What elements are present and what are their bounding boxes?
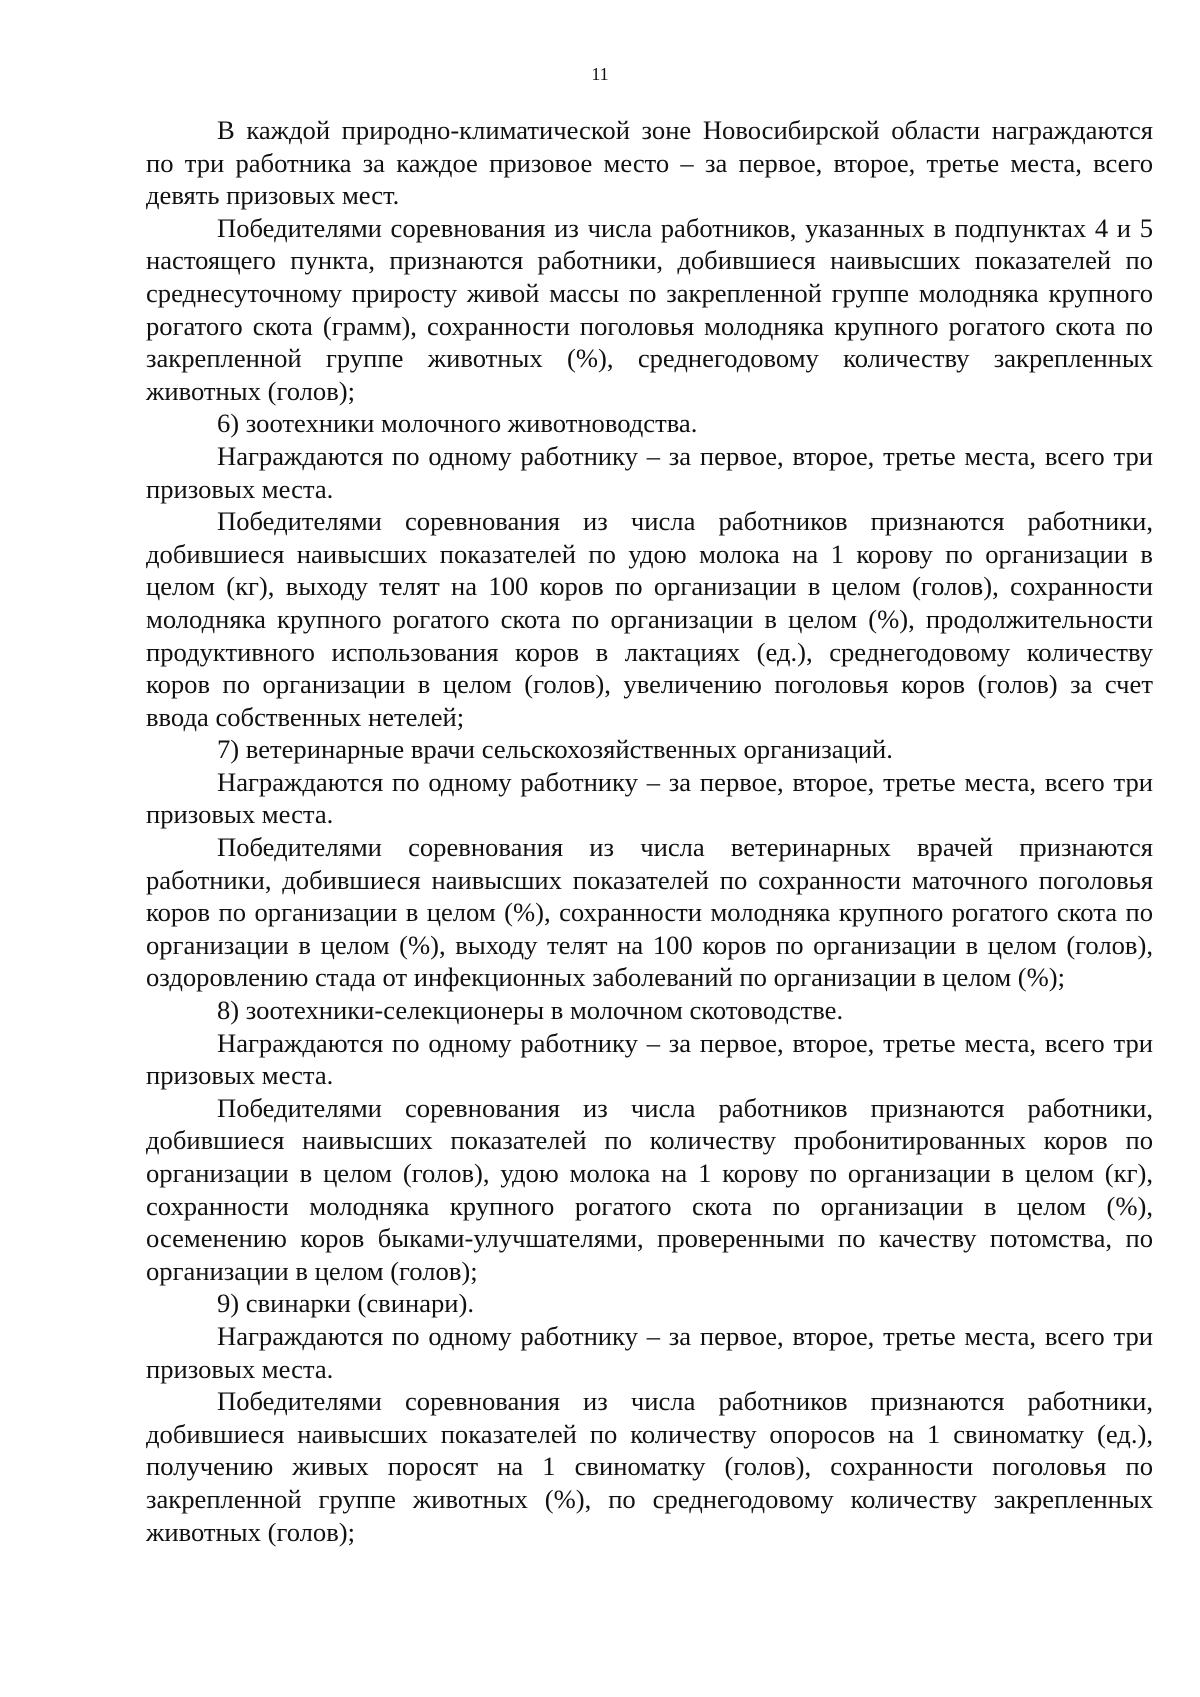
list-item-heading: 7) ветеринарные врачи сельскохозяйственных организаций. <box>217 734 893 765</box>
list-item-heading: 9) свинарки (свинари). <box>217 1288 475 1319</box>
paragraph: Награждаются по одному работнику – за первое, второе, третье места, всего три призовых места. <box>146 1320 1153 1384</box>
paragraph: Победителями соревнования из числа работников признаются работники, добившиеся наивысших показателей по количеству пробонитированных коров по организации в целом (голов), удою молока на 1 корову по организации в целом (кг), сохранности молодняка крупного рогатого скота по организации в целом (%), осеменению коров быками-улучшателями, проверенными по качеству потомства, по организации в целом (голов); <box>146 1092 1153 1286</box>
paragraph: В каждой природно-климатической зоне Новосибирской области награждаются по три работника за каждое призовое место – за первое, второе, третье места, всего девять призовых мест. <box>146 115 1153 211</box>
page-number: 11 <box>591 64 609 84</box>
list-item-heading: 8) зоотехники-селекционеры в молочном скотоводстве. <box>217 995 844 1026</box>
paragraph: Награждаются по одному работнику – за первое, второе, третье места, всего три призовых места. <box>146 1027 1153 1091</box>
paragraph: Победителями соревнования из числа работников признаются работники, добившиеся наивысших показателей по количеству опоросов на 1 свиноматку (ед.), получению живых поросят на 1 свиноматку (голов), сохранности поголовья по закрепленной группе животных (%), по среднегодовому количеству закрепленных животных (голов); <box>146 1386 1153 1547</box>
paragraph: Победителями соревнования из числа ветеринарных врачей признаются работники, добившиеся наивысших показателей по сохранности маточного поголовья коров по организации в целом (%), сохранности молодняка крупного рогатого скота по организации в целом (%), выходу телят на 100 коров по организации в целом (голов), оздоровлению стада от инфекционных заболеваний по организации в целом (%); <box>146 832 1153 993</box>
document-body <box>146 114 1153 1548</box>
paragraph: Победителями соревнования из числа работников, указанных в подпунктах 4 и 5 настоящего пункта, признаются работники, добившиеся наивысших показателей по среднесуточному приросту живой массы по закрепленной группе молодняка крупного рогатого скота (грамм), сохранности поголовья молодняка крупного рогатого скота по закрепленной группе животных (%), среднегодовому количеству закрепленных животных (голов); <box>146 212 1153 406</box>
list-item-heading: 6) зоотехники молочного животноводства. <box>217 408 698 439</box>
paragraph: Награждаются по одному работнику – за первое, второе, третье места, всего три призовых места. <box>146 766 1153 830</box>
paragraph: Победителями соревнования из числа работников признаются работники, добившиеся наивысших показателей по удою молока на 1 корову по организации в целом (кг), выходу телят на 100 коров по организации в целом (голов), сохранности молодняка крупного рогатого скота по организации в целом (%), продолжительности продуктивного использования коров в лактациях (ед.), среднегодовому количеству коров по организации в целом (голов), увеличению поголовья коров (голов) за счет ввода собственных нетелей; <box>146 506 1153 732</box>
paragraph: Награждаются по одному работнику – за первое, второе, третье места, всего три призовых места. <box>146 440 1153 504</box>
